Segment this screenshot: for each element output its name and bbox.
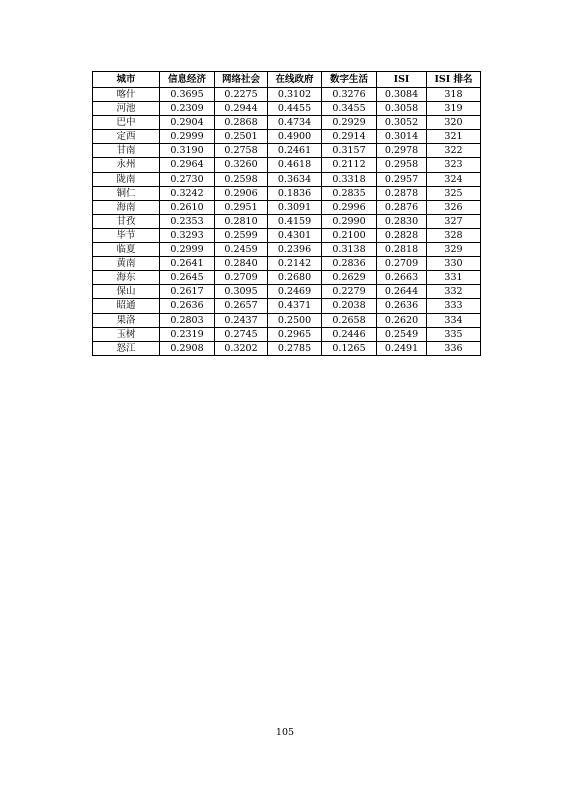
cell-isi-rank: 322 [427,144,481,158]
cell-isi: 0.2828 [377,228,427,242]
cell-online-government: 0.4900 [268,130,322,144]
cell-info-economy: 0.2730 [160,172,215,186]
cell-isi: 0.2830 [377,214,427,228]
cell-online-government: 0.4734 [268,116,322,130]
cell-isi-rank: 320 [427,116,481,130]
cell-info-economy: 0.2309 [160,102,215,116]
table-row [93,228,481,242]
cell-network-society: 0.2657 [215,299,268,313]
cell-network-society: 0.2599 [215,228,268,242]
cell-digital-life: 0.3455 [322,102,377,116]
cell-isi: 0.2549 [377,327,427,341]
cell-isi-rank: 319 [427,102,481,116]
cell-isi-rank: 334 [427,313,481,327]
cell-city: 喀什 [93,88,160,102]
cell-online-government: 0.1836 [268,186,322,200]
cell-city: 甘孜 [93,214,160,228]
table-row [93,285,481,299]
cell-info-economy: 0.2319 [160,327,215,341]
cell-info-economy: 0.2908 [160,341,215,355]
cell-info-economy: 0.2803 [160,313,215,327]
cell-online-government: 0.2469 [268,285,322,299]
cell-isi: 0.3058 [377,102,427,116]
cell-digital-life: 0.2279 [322,285,377,299]
column-header-city: 城市 [93,72,160,88]
cell-network-society: 0.2944 [215,102,268,116]
cell-city: 陇南 [93,172,160,186]
column-header-isi-rank: ISI 排名 [427,72,481,88]
cell-isi-rank: 336 [427,341,481,355]
cell-isi-rank: 321 [427,130,481,144]
cell-online-government: 0.4159 [268,214,322,228]
table-header-row [93,72,481,88]
cell-online-government: 0.2680 [268,271,322,285]
cell-digital-life: 0.3157 [322,144,377,158]
cell-info-economy: 0.3695 [160,88,215,102]
cell-isi: 0.3014 [377,130,427,144]
table-row [93,214,481,228]
table-row [93,144,481,158]
table-row [93,88,481,102]
table-row [93,341,481,355]
cell-city: 果洛 [93,313,160,327]
table-row [93,158,481,172]
cell-isi-rank: 330 [427,257,481,271]
cell-digital-life: 0.2100 [322,228,377,242]
cell-isi: 0.2620 [377,313,427,327]
table-row [93,186,481,200]
cell-network-society: 0.3202 [215,341,268,355]
cell-isi: 0.2709 [377,257,427,271]
cell-isi: 0.2491 [377,341,427,355]
table-row [93,257,481,271]
table-row [93,327,481,341]
cell-info-economy: 0.2636 [160,299,215,313]
cell-isi: 0.3052 [377,116,427,130]
cell-isi-rank: 325 [427,186,481,200]
cell-city: 甘南 [93,144,160,158]
table-row [93,102,481,116]
cell-info-economy: 0.3242 [160,186,215,200]
cell-network-society: 0.2709 [215,271,268,285]
cell-isi: 0.2878 [377,186,427,200]
cell-online-government: 0.4371 [268,299,322,313]
cell-online-government: 0.2965 [268,327,322,341]
cell-digital-life: 0.2929 [322,116,377,130]
cell-isi: 0.2957 [377,172,427,186]
cell-city: 定西 [93,130,160,144]
cell-digital-life: 0.2914 [322,130,377,144]
cell-city: 河池 [93,102,160,116]
cell-network-society: 0.2758 [215,144,268,158]
cell-network-society: 0.2840 [215,257,268,271]
cell-isi: 0.3084 [377,88,427,102]
cell-network-society: 0.2951 [215,200,268,214]
table-row [93,313,481,327]
cell-city: 巴中 [93,116,160,130]
cell-online-government: 0.3102 [268,88,322,102]
cell-online-government: 0.4301 [268,228,322,242]
cell-digital-life: 0.2658 [322,313,377,327]
cell-city: 玉树 [93,327,160,341]
cell-online-government: 0.2142 [268,257,322,271]
table-body [93,88,481,356]
cell-online-government: 0.3091 [268,200,322,214]
cell-city: 昭通 [93,299,160,313]
cell-network-society: 0.2459 [215,243,268,257]
column-header-digital-life: 数字生活 [322,72,377,88]
cell-isi-rank: 318 [427,88,481,102]
cell-isi: 0.2644 [377,285,427,299]
page-number: 105 [275,727,295,738]
cell-network-society: 0.2810 [215,214,268,228]
cell-network-society: 0.2745 [215,327,268,341]
cell-isi: 0.2978 [377,144,427,158]
cell-isi: 0.2818 [377,243,427,257]
cell-online-government: 0.4455 [268,102,322,116]
cell-digital-life: 0.2836 [322,257,377,271]
cell-network-society: 0.2437 [215,313,268,327]
table-row [93,116,481,130]
cell-info-economy: 0.2964 [160,158,215,172]
cell-online-government: 0.2396 [268,243,322,257]
cell-city: 铜仁 [93,186,160,200]
column-header-info-economy: 信息经济 [160,72,215,88]
cell-digital-life: 0.2446 [322,327,377,341]
table-row [93,200,481,214]
cell-network-society: 0.2906 [215,186,268,200]
cell-isi-rank: 329 [427,243,481,257]
cell-digital-life: 0.2990 [322,214,377,228]
cell-online-government: 0.4618 [268,158,322,172]
cell-info-economy: 0.2610 [160,200,215,214]
cell-city: 永州 [93,158,160,172]
cell-digital-life: 0.2038 [322,299,377,313]
cell-info-economy: 0.2999 [160,243,215,257]
cell-isi: 0.2663 [377,271,427,285]
cell-digital-life: 0.3138 [322,243,377,257]
cell-info-economy: 0.2904 [160,116,215,130]
cell-city: 怒江 [93,341,160,355]
table-row [93,299,481,313]
cell-isi: 0.2958 [377,158,427,172]
cell-info-economy: 0.2999 [160,130,215,144]
cell-city: 毕节 [93,228,160,242]
column-header-online-government: 在线政府 [268,72,322,88]
cell-online-government: 0.2461 [268,144,322,158]
table-row [93,130,481,144]
cell-online-government: 0.2785 [268,341,322,355]
cell-city: 临夏 [93,243,160,257]
cell-network-society: 0.2868 [215,116,268,130]
column-header-isi: ISI [377,72,427,88]
cell-isi-rank: 323 [427,158,481,172]
cell-city: 保山 [93,285,160,299]
cell-isi-rank: 324 [427,172,481,186]
cell-online-government: 0.2500 [268,313,322,327]
cell-digital-life: 0.1265 [322,341,377,355]
cell-online-government: 0.3634 [268,172,322,186]
cell-digital-life: 0.3318 [322,172,377,186]
cell-city: 海南 [93,200,160,214]
isi-ranking-table [92,71,481,356]
cell-isi: 0.2876 [377,200,427,214]
cell-info-economy: 0.2353 [160,214,215,228]
cell-network-society: 0.3260 [215,158,268,172]
cell-city: 海东 [93,271,160,285]
cell-digital-life: 0.2996 [322,200,377,214]
cell-city: 黄南 [93,257,160,271]
cell-network-society: 0.2275 [215,88,268,102]
cell-isi-rank: 326 [427,200,481,214]
cell-isi: 0.2636 [377,299,427,313]
table-row [93,172,481,186]
cell-info-economy: 0.3190 [160,144,215,158]
cell-network-society: 0.2501 [215,130,268,144]
cell-network-society: 0.2598 [215,172,268,186]
cell-isi-rank: 335 [427,327,481,341]
column-header-network-society: 网络社会 [215,72,268,88]
cell-info-economy: 0.2641 [160,257,215,271]
cell-isi-rank: 333 [427,299,481,313]
table-row [93,271,481,285]
cell-info-economy: 0.3293 [160,228,215,242]
table-row [93,243,481,257]
cell-isi-rank: 331 [427,271,481,285]
cell-network-society: 0.3095 [215,285,268,299]
cell-isi-rank: 332 [427,285,481,299]
cell-info-economy: 0.2617 [160,285,215,299]
cell-digital-life: 0.3276 [322,88,377,102]
cell-isi-rank: 327 [427,214,481,228]
cell-digital-life: 0.2629 [322,271,377,285]
cell-digital-life: 0.2835 [322,186,377,200]
cell-info-economy: 0.2645 [160,271,215,285]
cell-isi-rank: 328 [427,228,481,242]
cell-digital-life: 0.2112 [322,158,377,172]
